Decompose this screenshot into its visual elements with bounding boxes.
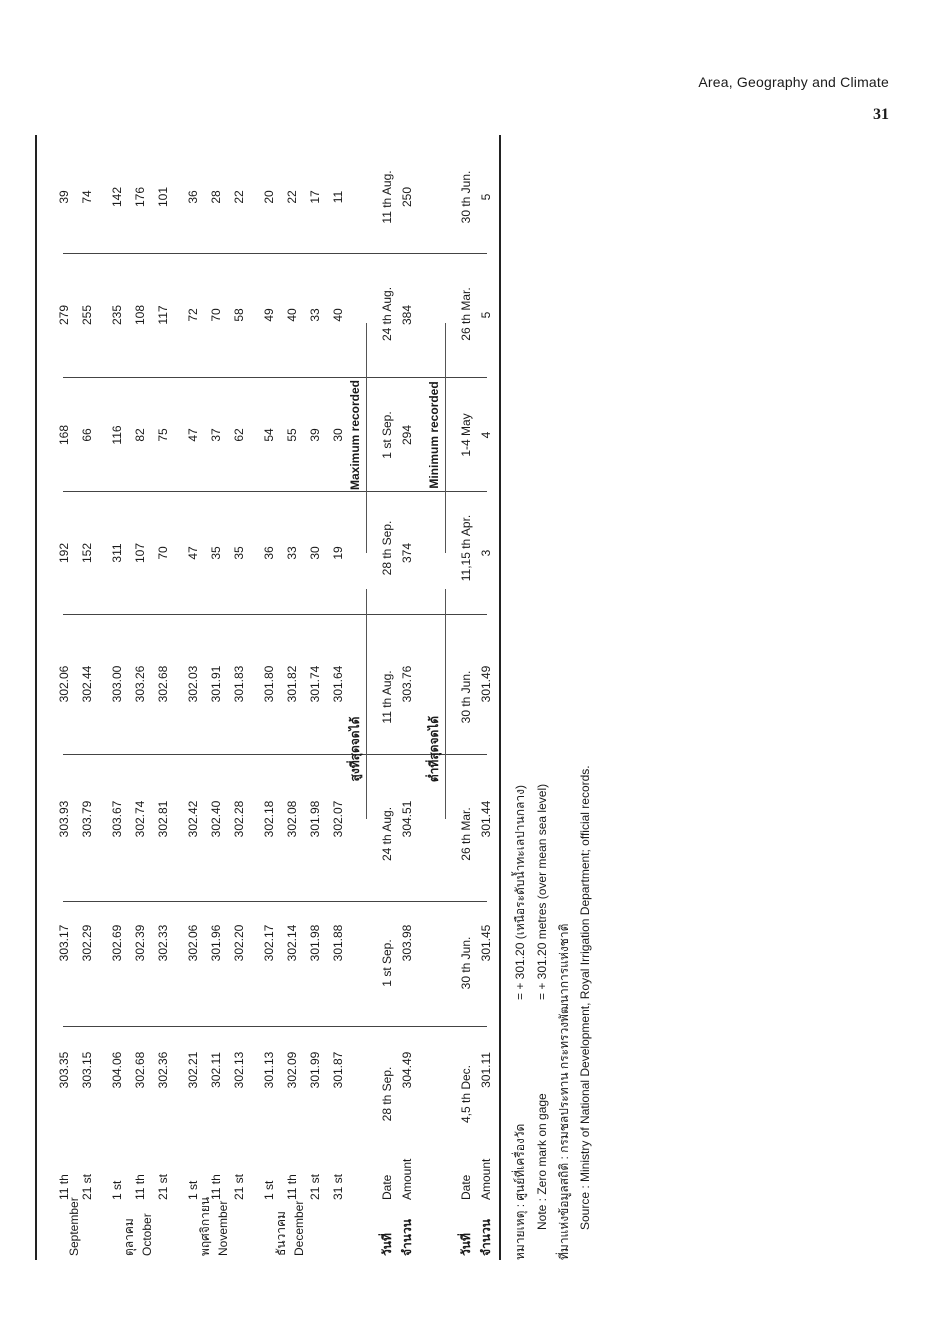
data-cell: 101 (156, 186, 170, 208)
data-cell: 302.28 (232, 800, 246, 838)
min-date: 30 th Jun. (459, 936, 473, 990)
data-cell: 303.79 (80, 800, 94, 838)
data-cell: 301.13 (262, 1051, 276, 1089)
data-cell: 33 (308, 308, 322, 322)
data-cell: 302.11 (209, 1052, 223, 1088)
column-separator (63, 1026, 487, 1027)
data-cell: 39 (57, 190, 71, 204)
data-cell: 302.81 (156, 800, 170, 838)
max-amount: 304.49 (400, 1051, 414, 1089)
data-cell: 303.15 (80, 1051, 94, 1089)
data-cell: 302.33 (156, 924, 170, 962)
data-cell: 302.13 (232, 1051, 246, 1089)
data-cell: 28 (209, 190, 223, 204)
data-cell: 303.26 (133, 665, 147, 703)
data-cell: 17 (308, 190, 322, 204)
data-cell: 302.36 (156, 1051, 170, 1089)
row-day: 11 th (57, 1174, 71, 1200)
data-cell: 108 (133, 304, 147, 326)
source-th: ที่มาแห่งข้อมูลสถิติ : กรมชลประทาน กระทรวงพัฒนาการแห่งชาติ (557, 923, 571, 1260)
month-label-en: September (67, 1197, 81, 1256)
min-amount: 301.11 (479, 1052, 493, 1088)
min-amount: 301.44 (479, 800, 493, 838)
source-en: Source : Ministry of National Development, Royal Irrigation Department; official records. (578, 765, 592, 1230)
min-date: 30 th Jun. (459, 170, 473, 224)
data-cell: 301.98 (308, 800, 322, 838)
row-day: 1 st (110, 1180, 124, 1200)
data-cell: 303.00 (110, 665, 124, 703)
column-separator (63, 901, 487, 902)
min-date: 30 th Jun. (459, 670, 473, 724)
data-cell: 54 (262, 428, 276, 442)
note-th-label: หมายเหตุ : ศูนย์ที่เครื่องวัด (513, 1123, 527, 1260)
data-cell: 302.20 (232, 924, 246, 962)
min-amount: 301.45 (479, 924, 493, 962)
data-cell: 302.14 (285, 924, 299, 962)
data-cell: 303.67 (110, 800, 124, 838)
data-cell: 302.03 (186, 665, 200, 703)
min-amount: 301.49 (479, 665, 493, 703)
data-cell: 302.44 (80, 665, 94, 703)
month-label-th: ตุลาคม (122, 1218, 136, 1256)
flow-min-label: Minimum recorded (427, 381, 441, 489)
data-cell: 301.83 (232, 665, 246, 703)
data-cell: 192 (57, 542, 71, 564)
max-date: 1 st Sep. (380, 411, 394, 459)
data-cell: 47 (186, 546, 200, 560)
stage-max-label: สูงที่สุดจดได้ (348, 716, 362, 782)
row-day: 1 st (186, 1180, 200, 1200)
data-cell: 30 (308, 546, 322, 560)
month-label-en: December (292, 1200, 306, 1256)
row-day: 1 st (262, 1180, 276, 1200)
row-day: 11 th (133, 1174, 147, 1200)
row-day: 11 th (285, 1174, 299, 1200)
flow-min-underline (445, 323, 446, 553)
table-bottom-rule (499, 135, 501, 1260)
note-en-label: Note : Zero mark on gage (535, 1093, 549, 1230)
max-amount-th: จำนวน (400, 1219, 414, 1256)
data-cell: 55 (285, 428, 299, 442)
data-cell: 40 (331, 308, 345, 322)
data-cell: 11 (331, 190, 345, 204)
data-cell: 302.18 (262, 800, 276, 838)
data-cell: 302.08 (285, 800, 299, 838)
page-number: 31 (873, 106, 889, 123)
flow-max-label: Maximum recorded (348, 379, 362, 491)
note-th-value: = + 301.20 (เหนือระดับน้ำทะเลปานกลาง) (513, 785, 527, 1000)
flow-max-underline (366, 323, 367, 553)
data-cell: 311 (110, 543, 124, 563)
data-cell: 301.91 (209, 665, 223, 703)
max-amount: 294 (400, 424, 414, 446)
stage-max-underline (366, 589, 367, 819)
data-cell: 301.82 (285, 665, 299, 703)
data-cell: 303.35 (57, 1051, 71, 1089)
data-cell: 302.06 (57, 665, 71, 703)
data-cell: 22 (232, 190, 246, 204)
column-separator (63, 614, 487, 615)
column-separator (63, 253, 487, 254)
max-date: 11 th Aug. (380, 670, 394, 724)
min-date-label: Date (459, 1174, 473, 1200)
data-cell: 301.74 (308, 665, 322, 703)
data-cell: 40 (285, 308, 299, 322)
rotated-table-block (35, 135, 595, 1260)
column-separator (63, 377, 487, 378)
data-cell: 19 (331, 546, 345, 560)
max-amount: 303.76 (400, 665, 414, 703)
data-cell: 20 (262, 190, 276, 204)
data-cell: 74 (80, 190, 94, 204)
min-date: 11,15 th Apr. (459, 514, 473, 582)
data-cell: 116 (110, 425, 124, 445)
max-amount: 250 (400, 186, 414, 208)
data-cell: 302.69 (110, 924, 124, 962)
data-cell: 47 (186, 428, 200, 442)
min-amount: 4 (479, 431, 493, 439)
data-cell: 117 (156, 305, 170, 325)
max-amount: 374 (400, 542, 414, 564)
data-cell: 152 (80, 542, 94, 564)
data-cell: 302.09 (285, 1051, 299, 1089)
max-date: 11 th Aug. (380, 170, 394, 224)
data-cell: 72 (186, 308, 200, 322)
data-cell: 70 (156, 546, 170, 560)
data-cell: 168 (57, 424, 71, 446)
max-date-th: วันที่ (380, 1233, 394, 1256)
data-cell: 302.68 (156, 665, 170, 703)
data-cell: 302.40 (209, 800, 223, 838)
data-cell: 302.21 (186, 1051, 200, 1089)
data-cell: 22 (285, 190, 299, 204)
data-cell: 302.68 (133, 1051, 147, 1089)
data-cell: 304.06 (110, 1051, 124, 1089)
data-cell: 302.17 (262, 924, 276, 962)
data-cell: 58 (232, 308, 246, 322)
month-label-en: November (216, 1200, 230, 1256)
data-cell: 33 (285, 546, 299, 560)
min-amount: 5 (479, 193, 493, 201)
min-date: 26 th Mar. (459, 807, 473, 861)
data-cell: 302.39 (133, 924, 147, 962)
data-cell: 75 (156, 428, 170, 442)
data-cell: 35 (209, 546, 223, 560)
data-cell: 82 (133, 428, 147, 442)
data-cell: 301.64 (331, 665, 345, 703)
min-amount: 3 (479, 549, 493, 557)
data-cell: 235 (110, 304, 124, 326)
stage-min-label: ต่ำที่สุดจดได้ (427, 715, 441, 783)
row-day: 21 st (80, 1173, 94, 1200)
data-cell: 176 (133, 186, 147, 208)
running-header: Area, Geography and Climate (698, 74, 889, 90)
data-cell: 62 (232, 428, 246, 442)
data-cell: 49 (262, 308, 276, 322)
row-day: 21 st (232, 1173, 246, 1200)
data-cell: 303.17 (57, 924, 71, 962)
data-cell: 302.06 (186, 924, 200, 962)
data-cell: 302.29 (80, 924, 94, 962)
data-cell: 301.88 (331, 924, 345, 962)
max-amount: 384 (400, 304, 414, 326)
min-amount-label: Amount (479, 1158, 493, 1200)
data-cell: 302.74 (133, 800, 147, 838)
max-amount: 304.51 (400, 800, 414, 838)
data-cell: 30 (331, 428, 345, 442)
row-day: 31 st (331, 1173, 345, 1200)
data-cell: 255 (80, 304, 94, 326)
data-cell: 279 (57, 304, 71, 326)
data-cell: 66 (80, 428, 94, 442)
max-amount-label: Amount (400, 1158, 414, 1200)
data-cell: 301.80 (262, 665, 276, 703)
stage-min-underline (445, 589, 446, 819)
data-cell: 142 (110, 186, 124, 208)
max-date-label: Date (380, 1174, 394, 1200)
data-cell: 301.87 (331, 1051, 345, 1089)
data-cell: 301.98 (308, 924, 322, 962)
data-cell: 303.93 (57, 800, 71, 838)
data-cell: 36 (186, 190, 200, 204)
max-date: 24 th Aug. (380, 286, 394, 342)
data-cell: 107 (133, 542, 147, 564)
min-date: 4,5 th Dec. (459, 1064, 473, 1124)
min-date: 26 th Mar. (459, 287, 473, 341)
data-cell: 70 (209, 308, 223, 322)
data-cell: 37 (209, 428, 223, 442)
note-en-value: = + 301.20 metres (over mean sea level) (535, 783, 549, 1000)
month-label-th: พฤศจิกายน (198, 1196, 212, 1256)
month-label-th: ธันวาคม (274, 1211, 288, 1256)
data-cell: 302.42 (186, 800, 200, 838)
min-amount: 5 (479, 311, 493, 319)
month-label-en: October (140, 1213, 154, 1256)
column-separator (63, 491, 487, 492)
table-top-rule (35, 135, 37, 1260)
data-cell: 39 (308, 428, 322, 442)
max-date: 1 st Sep. (380, 939, 394, 987)
data-cell: 35 (232, 546, 246, 560)
min-amount-th: จำนวน (479, 1219, 493, 1256)
max-date: 28 th Sep. (380, 1066, 394, 1122)
data-cell: 302.07 (331, 800, 345, 838)
min-date: 1-4 May (459, 413, 473, 457)
max-date: 24 th Aug. (380, 806, 394, 862)
data-cell: 301.96 (209, 924, 223, 962)
data-cell: 301.99 (308, 1051, 322, 1089)
data-cell: 36 (262, 546, 276, 560)
column-separator (63, 754, 487, 755)
row-day: 21 st (156, 1173, 170, 1200)
max-amount: 303.98 (400, 924, 414, 962)
min-date-th: วันที่ (459, 1233, 473, 1256)
row-day: 11 th (209, 1174, 223, 1200)
row-day: 21 st (308, 1173, 322, 1200)
max-date: 28 th Sep. (380, 520, 394, 576)
